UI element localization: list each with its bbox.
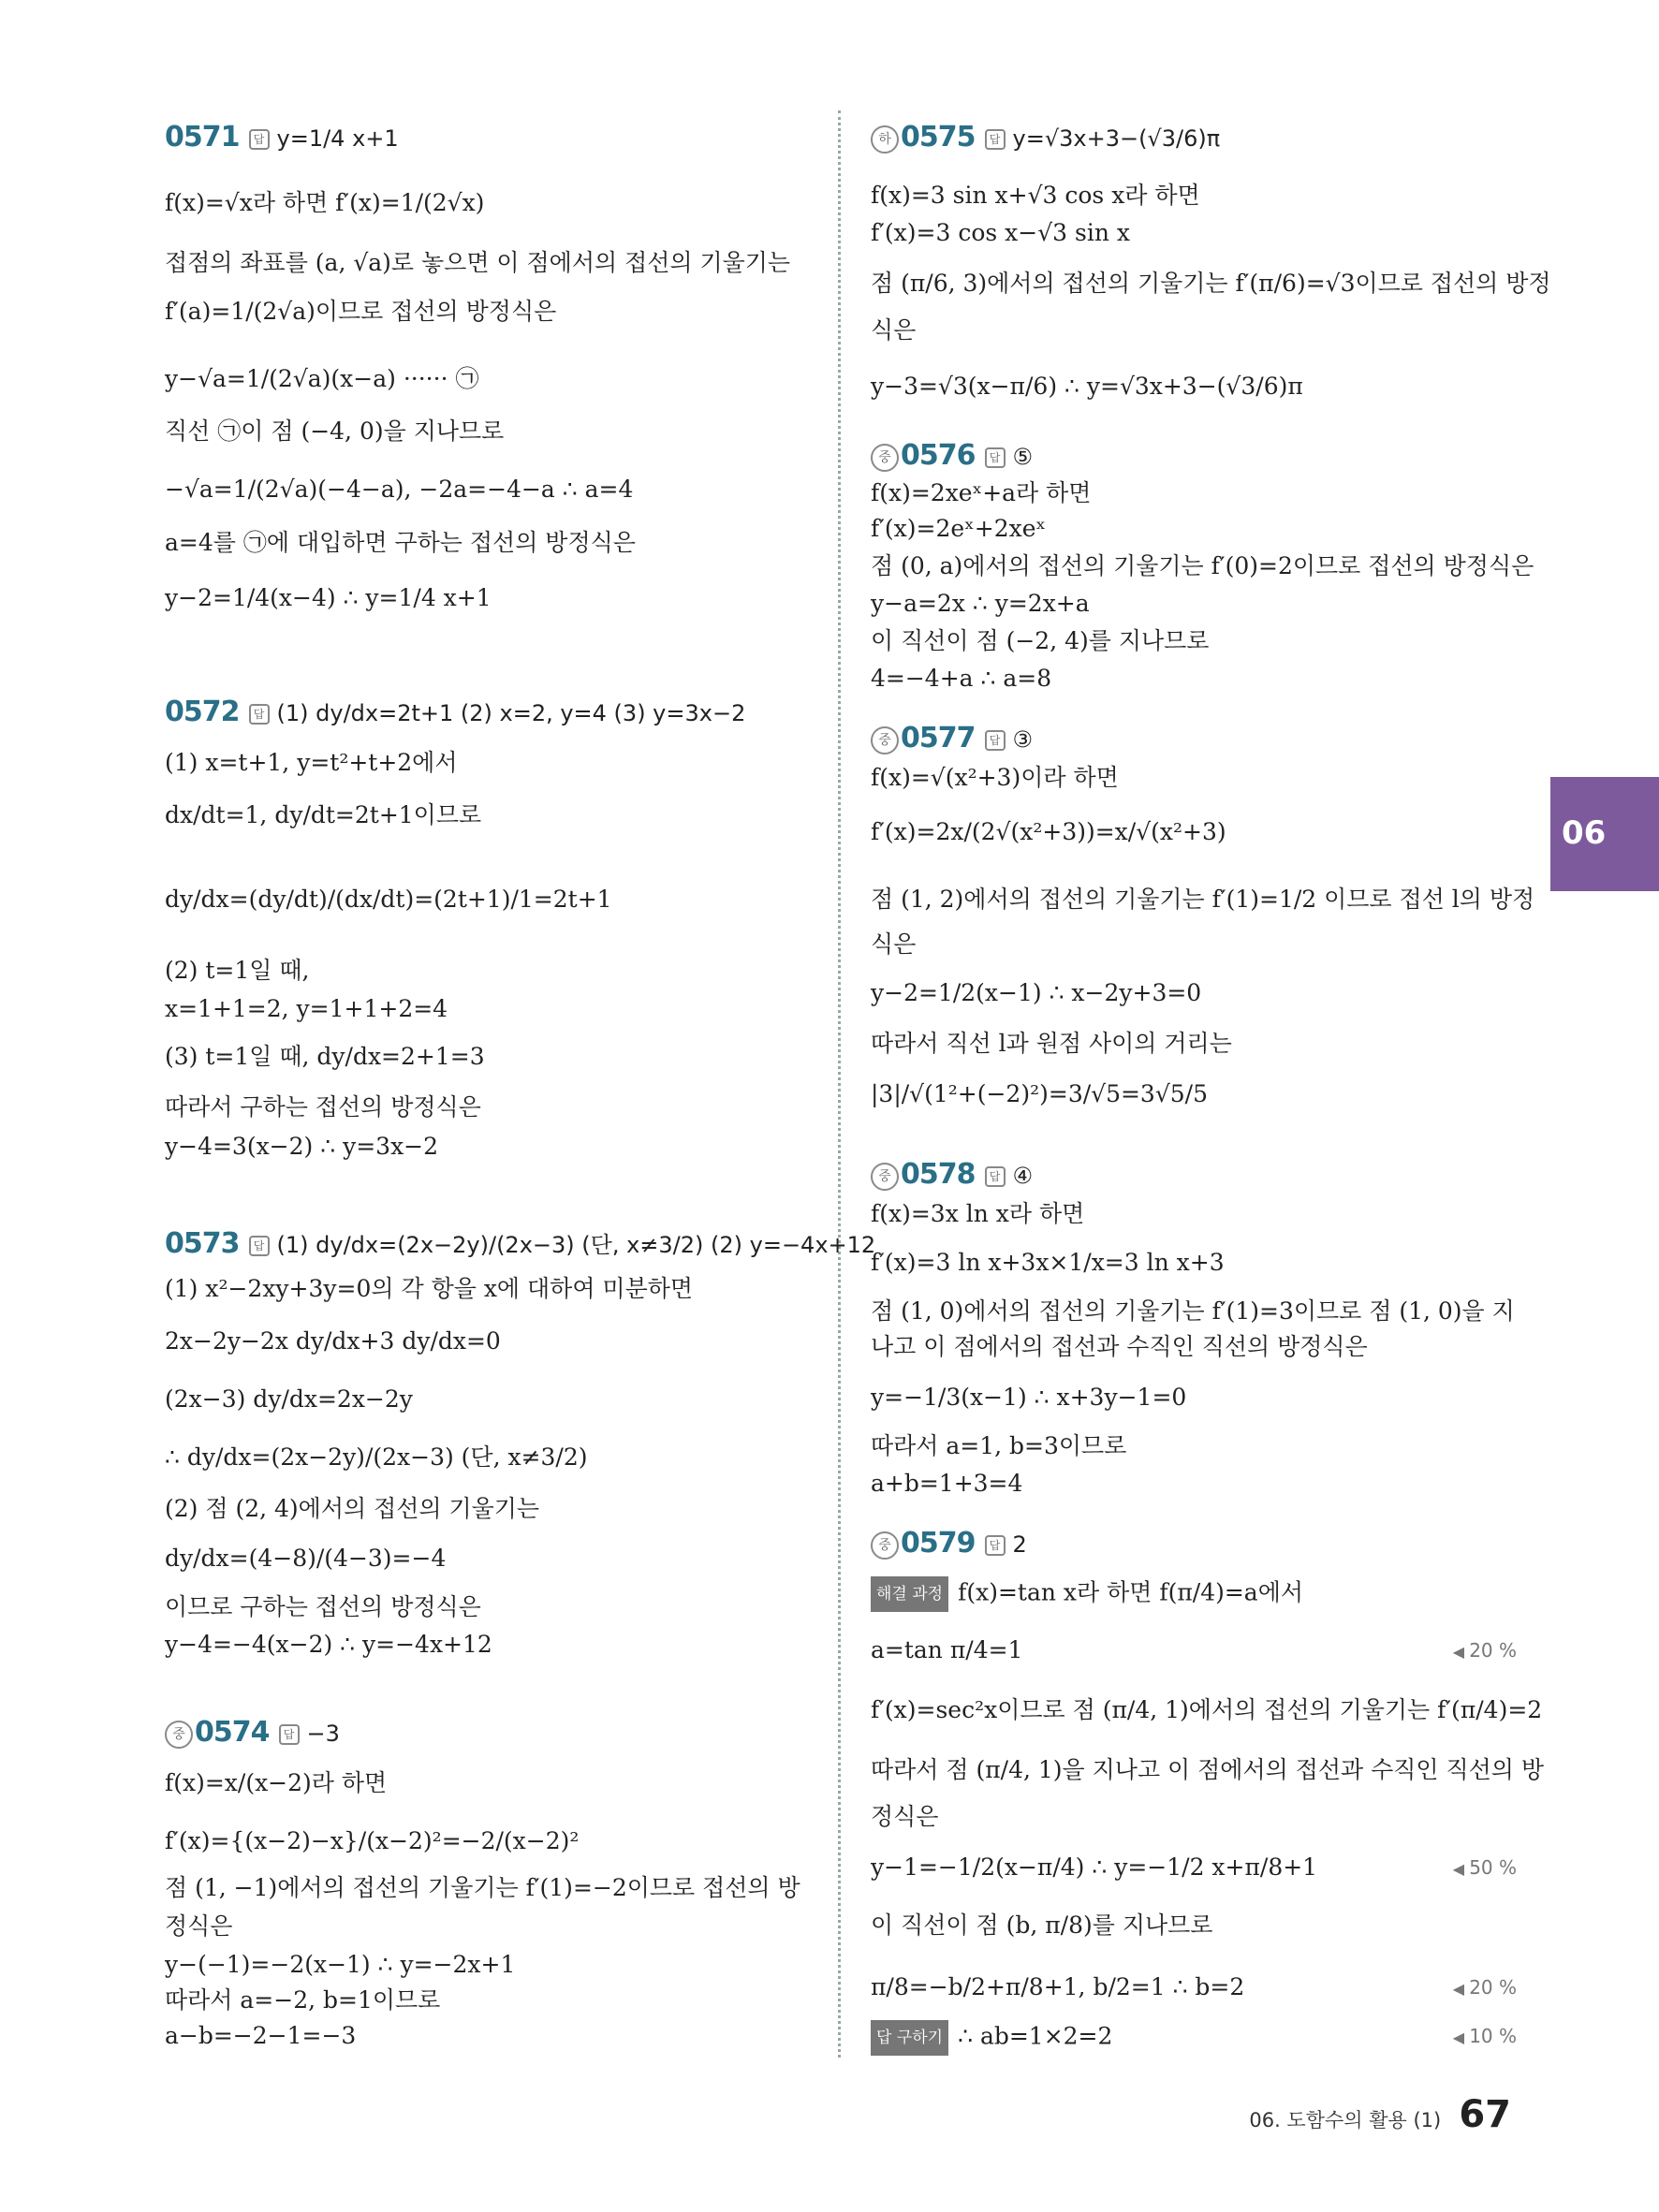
- answer-mark-icon: 답: [985, 1535, 1006, 1556]
- answer-text: y=1/4 x+1: [276, 125, 399, 152]
- solution-line: [165, 1091, 481, 1123]
- line-text: 점 (π/6, 3)에서의 접선의 기울기는 f′(π/6)=√3이므로 접선의 방정: [871, 270, 1551, 297]
- solution-line: [165, 1591, 481, 1623]
- problem-header: [165, 1717, 340, 1750]
- line-text: y−2=1/4(x−4) ∴ y=1/4 x+1: [165, 584, 492, 611]
- problem-number: 0579: [901, 1527, 976, 1560]
- solution-line: [871, 1971, 1517, 2003]
- solution-line: [871, 1247, 1225, 1279]
- solution-line: [165, 1949, 515, 1981]
- line-text: f′(x)=2eˣ+2xeˣ: [871, 515, 1047, 542]
- line-text: 정식은: [165, 1912, 233, 1940]
- line-text: 정식은: [871, 1803, 939, 1830]
- solution-line: [165, 799, 481, 831]
- difficulty-badge: 중: [871, 444, 899, 472]
- line-text: 따라서 a=1, b=3이므로: [871, 1432, 1127, 1459]
- answer-text: (1) dy/dx=(2x−2y)/(2x−3) (단, x≠3/2) (2) y=−4x+12: [276, 1232, 876, 1258]
- line-text: 이므로 구하는 접선의 방정식은: [165, 1593, 481, 1620]
- column-divider: [838, 110, 841, 2058]
- solution-line: [165, 416, 504, 447]
- line-text: f(x)=√x라 하면 f′(x)=1/(2√x): [165, 189, 485, 216]
- line-text: f(x)=2xeˣ+a라 하면: [871, 479, 1092, 506]
- answer-mark-icon: 답: [249, 129, 270, 150]
- answer-text: y=√3x+3−(√3/6)π: [1012, 125, 1221, 152]
- answer-mark-icon: 답: [985, 1166, 1006, 1187]
- solution-line: [871, 1296, 1515, 1327]
- answer-text: ④: [1012, 1163, 1034, 1189]
- line-text: f(x)=3 sin x+√3 cos x라 하면: [871, 182, 1200, 209]
- solution-line: [165, 1911, 232, 1942]
- line-text: 점 (1, 2)에서의 접선의 기울기는 f′(1)=1/2 이므로 접선 l의 방정: [871, 886, 1535, 913]
- line-text: y−3=√3(x−π/6) ∴ y=√3x+3−(√3/6)π: [871, 373, 1303, 400]
- solution-line: [871, 1028, 1232, 1060]
- solution-line: [165, 1041, 485, 1073]
- solution-line: [871, 2020, 1517, 2056]
- solution-line: [165, 1326, 501, 1357]
- problem-header: [165, 122, 399, 154]
- solution-line: [871, 315, 916, 346]
- solution-line: [871, 762, 1119, 794]
- line-text: a+b=1+3=4: [871, 1470, 1023, 1497]
- difficulty-badge: 하: [871, 125, 899, 154]
- solution-line: [871, 1634, 1517, 1666]
- solution-line: [871, 371, 1303, 403]
- solution-line: [871, 1430, 1126, 1462]
- solution-line: [871, 816, 1226, 848]
- answer-text: ③: [1012, 726, 1034, 753]
- problem-header: [165, 696, 745, 729]
- score-percent: ◀ 20 %: [1453, 1971, 1517, 2005]
- line-text: 식은: [871, 316, 917, 344]
- line-text: 나고 이 점에서의 접선과 수직인 직선의 방정식은: [871, 1333, 1368, 1360]
- line-text: ∴ ab=1×2=2: [958, 2022, 1113, 2050]
- solution-line: [871, 663, 1051, 695]
- chapter-tab: [1550, 777, 1659, 891]
- problem-header: [871, 1528, 1027, 1560]
- solution-line: [871, 1754, 1544, 1786]
- line-text: dy/dx=(dy/dt)/(dx/dt)=(2t+1)/1=2t+1: [165, 886, 612, 913]
- solution-line: [871, 588, 1090, 620]
- line-text: 따라서 a=−2, b=1이므로: [165, 1986, 441, 2014]
- answer-text: ⑤: [1012, 444, 1034, 470]
- line-text: −√a=1/(2√a)(−4−a), −2a=−4−a ∴ a=4: [165, 476, 634, 503]
- solution-line: [165, 1767, 387, 1799]
- line-text: y−1=−1/2(x−π/4) ∴ y=−1/2 x+π/8+1: [871, 1853, 1318, 1881]
- score-percent: ◀ 10 %: [1453, 2020, 1517, 2054]
- score-percent: ◀ 20 %: [1453, 1634, 1517, 1668]
- answer-mark-icon: 답: [985, 129, 1006, 150]
- solution-line: [165, 1493, 539, 1525]
- solution-line: [165, 1273, 693, 1305]
- problem-header: [871, 723, 1033, 755]
- line-text: a−b=−2−1=−3: [165, 2022, 357, 2049]
- solution-line: [871, 1852, 1517, 1883]
- solution-line: [165, 1825, 579, 1857]
- problem-number: 0576: [901, 439, 976, 472]
- solution-line: [165, 527, 636, 559]
- line-text: y−4=−4(x−2) ∴ y=−4x+12: [165, 1631, 492, 1658]
- line-text: (2x−3) dy/dx=2x−2y: [165, 1385, 413, 1413]
- answer-text: 2: [1012, 1531, 1027, 1558]
- solution-line: [871, 1801, 938, 1833]
- line-text: y−4=3(x−2) ∴ y=3x−2: [165, 1133, 439, 1160]
- solution-line: [871, 1468, 1022, 1500]
- problem-number: 0577: [901, 722, 976, 754]
- solution-line: [165, 884, 612, 916]
- solution-line: [871, 180, 1200, 212]
- line-text: 2x−2y−2x dy/dx+3 dy/dx=0: [165, 1327, 501, 1355]
- solution-line: [871, 1078, 1208, 1110]
- line-text: a=tan π/4=1: [871, 1636, 1023, 1663]
- line-text: f(x)=tan x라 하면 f(π/4)=a에서: [958, 1578, 1304, 1606]
- problem-number: 0578: [901, 1158, 976, 1191]
- line-text: ∴ dy/dx=(2x−2y)/(2x−3) (단, x≠3/2): [165, 1443, 588, 1471]
- line-text: y−2=1/2(x−1) ∴ x−2y+3=0: [871, 979, 1202, 1006]
- line-text: 점 (1, 0)에서의 접선의 기울기는 f′(1)=3이므로 점 (1, 0)을 지: [871, 1297, 1515, 1325]
- line-text: 이 직선이 점 (−2, 4)를 지나므로: [871, 627, 1210, 654]
- solution-line: [871, 1576, 1303, 1612]
- page-number: 67: [1459, 2093, 1511, 2136]
- page-footer: [1249, 2093, 1511, 2136]
- line-text: f(x)=x/(x−2)라 하면: [165, 1769, 388, 1796]
- step-tag: 답 구하기: [871, 2020, 948, 2056]
- line-text: (2) 점 (2, 4)에서의 접선의 기울기는: [165, 1495, 540, 1522]
- solution-line: [165, 955, 309, 987]
- solution-line: [871, 929, 916, 960]
- line-text: f′(x)=sec²x이므로 점 (π/4, 1)에서의 접선의 기울기는 f′(π/4)=2: [871, 1696, 1543, 1723]
- line-text: (3) t=1일 때, dy/dx=2+1=3: [165, 1043, 485, 1070]
- solution-line: [165, 247, 790, 279]
- line-text: f′(x)=3 cos x−√3 sin x: [871, 219, 1130, 246]
- solution-line: [165, 747, 458, 779]
- line-text: y−(−1)=−2(x−1) ∴ y=−2x+1: [165, 1951, 516, 1978]
- difficulty-badge: 중: [871, 1163, 899, 1191]
- solution-line: [871, 217, 1130, 249]
- line-text: 4=−4+a ∴ a=8: [871, 665, 1052, 692]
- line-text: (1) x²−2xy+3y=0의 각 항을 x에 대하여 미분하면: [165, 1275, 694, 1302]
- line-text: 이 직선이 점 (b, π/8)를 지나므로: [871, 1912, 1213, 1939]
- line-text: π/8=−b/2+π/8+1, b/2=1 ∴ b=2: [871, 1973, 1245, 2000]
- line-text: a=4를 ㉠에 대입하면 구하는 접선의 방정식은: [165, 529, 636, 556]
- line-text: 점 (0, a)에서의 접선의 기울기는 f′(0)=2이므로 접선의 방정식은: [871, 552, 1534, 579]
- answer-mark-icon: 답: [985, 730, 1006, 751]
- solution-line: [165, 993, 448, 1025]
- answer-text: (1) dy/dx=2t+1 (2) x=2, y=4 (3) y=3x−2: [276, 700, 746, 726]
- solution-line: [871, 1331, 1368, 1363]
- solution-line: [871, 1382, 1186, 1414]
- problem-number: 0575: [901, 121, 976, 154]
- line-text: 식은: [871, 930, 917, 958]
- solution-line: [871, 977, 1201, 1009]
- line-text: y−a=2x ∴ y=2x+a: [871, 590, 1090, 617]
- solution-line: [165, 474, 633, 505]
- chapter-tab-label: 06: [1562, 814, 1607, 852]
- line-text: f′(x)=2x/(2√(x²+3))=x/√(x²+3): [871, 818, 1226, 845]
- difficulty-badge: 중: [871, 1531, 899, 1560]
- solution-line: [871, 1198, 1084, 1230]
- problem-header: [871, 440, 1033, 473]
- line-text: y−√a=1/(2√a)(x−a) ······ ㉠: [165, 365, 479, 392]
- line-text: y=−1/3(x−1) ∴ x+3y−1=0: [871, 1384, 1187, 1411]
- solution-line: [871, 625, 1209, 657]
- line-text: 직선 ㉠이 점 (−4, 0)을 지나므로: [165, 417, 505, 445]
- answer-text: −3: [306, 1721, 340, 1747]
- problem-number: 0571: [165, 121, 240, 154]
- answer-mark-icon: 답: [985, 447, 1006, 468]
- solution-line: [165, 1442, 588, 1473]
- line-text: 따라서 직선 l과 원점 사이의 거리는: [871, 1030, 1232, 1057]
- difficulty-badge: 중: [165, 1721, 193, 1749]
- problem-header: [871, 122, 1220, 154]
- line-text: x=1+1=2, y=1+1+2=4: [165, 995, 448, 1022]
- line-text: |3|/√(1²+(−2)²)=3/√5=3√5/5: [871, 1080, 1208, 1107]
- solution-line: [871, 268, 1551, 300]
- solution-line: [165, 296, 556, 328]
- line-text: f(x)=√(x²+3)이라 하면: [871, 764, 1119, 791]
- problem-number: 0573: [165, 1227, 240, 1260]
- solution-line: [165, 582, 492, 614]
- solution-line: [165, 1543, 446, 1575]
- line-text: f′(x)=3 ln x+3x×1/x=3 ln x+3: [871, 1249, 1225, 1276]
- solution-line: [165, 1985, 440, 2016]
- solution-line: [871, 513, 1046, 545]
- solution-line: [165, 1872, 800, 1904]
- solution-line: [165, 2020, 356, 2052]
- solution-line: [871, 477, 1091, 509]
- answer-mark-icon: 답: [279, 1724, 300, 1745]
- solution-line: [165, 363, 478, 395]
- solution-line: [165, 1629, 492, 1661]
- solution-line: [871, 1910, 1212, 1941]
- solution-line: [871, 1694, 1542, 1726]
- line-text: (1) x=t+1, y=t²+t+2에서: [165, 749, 458, 776]
- score-percent: ◀ 50 %: [1453, 1852, 1517, 1885]
- line-text: 따라서 구하는 접선의 방정식은: [165, 1093, 481, 1121]
- problem-header: [871, 1159, 1033, 1192]
- line-text: (2) t=1일 때,: [165, 957, 310, 984]
- problem-number: 0574: [195, 1716, 270, 1749]
- line-text: dx/dt=1, dy/dt=2t+1이므로: [165, 801, 482, 828]
- line-text: dy/dx=(4−8)/(4−3)=−4: [165, 1545, 447, 1572]
- line-text: f(x)=3x ln x라 하면: [871, 1200, 1085, 1227]
- line-text: f′(x)={(x−2)−x}/(x−2)²=−2/(x−2)²: [165, 1827, 580, 1854]
- line-text: 접점의 좌표를 (a, √a)로 놓으면 이 점에서의 접선의 기울기는: [165, 249, 791, 276]
- difficulty-badge: 중: [871, 726, 899, 754]
- problem-number: 0572: [165, 696, 240, 728]
- step-tag: 해결 과정: [871, 1576, 948, 1612]
- line-text: 점 (1, −1)에서의 접선의 기울기는 f′(1)=−2이므로 접선의 방: [165, 1874, 800, 1901]
- answer-mark-icon: 답: [249, 704, 270, 725]
- problem-header: [165, 1228, 875, 1261]
- solution-line: [165, 1384, 413, 1415]
- solution-line: [165, 187, 484, 219]
- line-text: 따라서 점 (π/4, 1)을 지나고 이 점에서의 접선과 수직인 직선의 방: [871, 1756, 1545, 1783]
- solution-line: [165, 1131, 438, 1163]
- chapter-title: 06. 도함수의 활용 (1): [1249, 2109, 1442, 2131]
- solution-line: [871, 884, 1534, 916]
- solution-line: [871, 550, 1534, 582]
- answer-mark-icon: 답: [249, 1236, 270, 1256]
- line-text: f′(a)=1/(2√a)이므로 접선의 방정식은: [165, 298, 557, 325]
